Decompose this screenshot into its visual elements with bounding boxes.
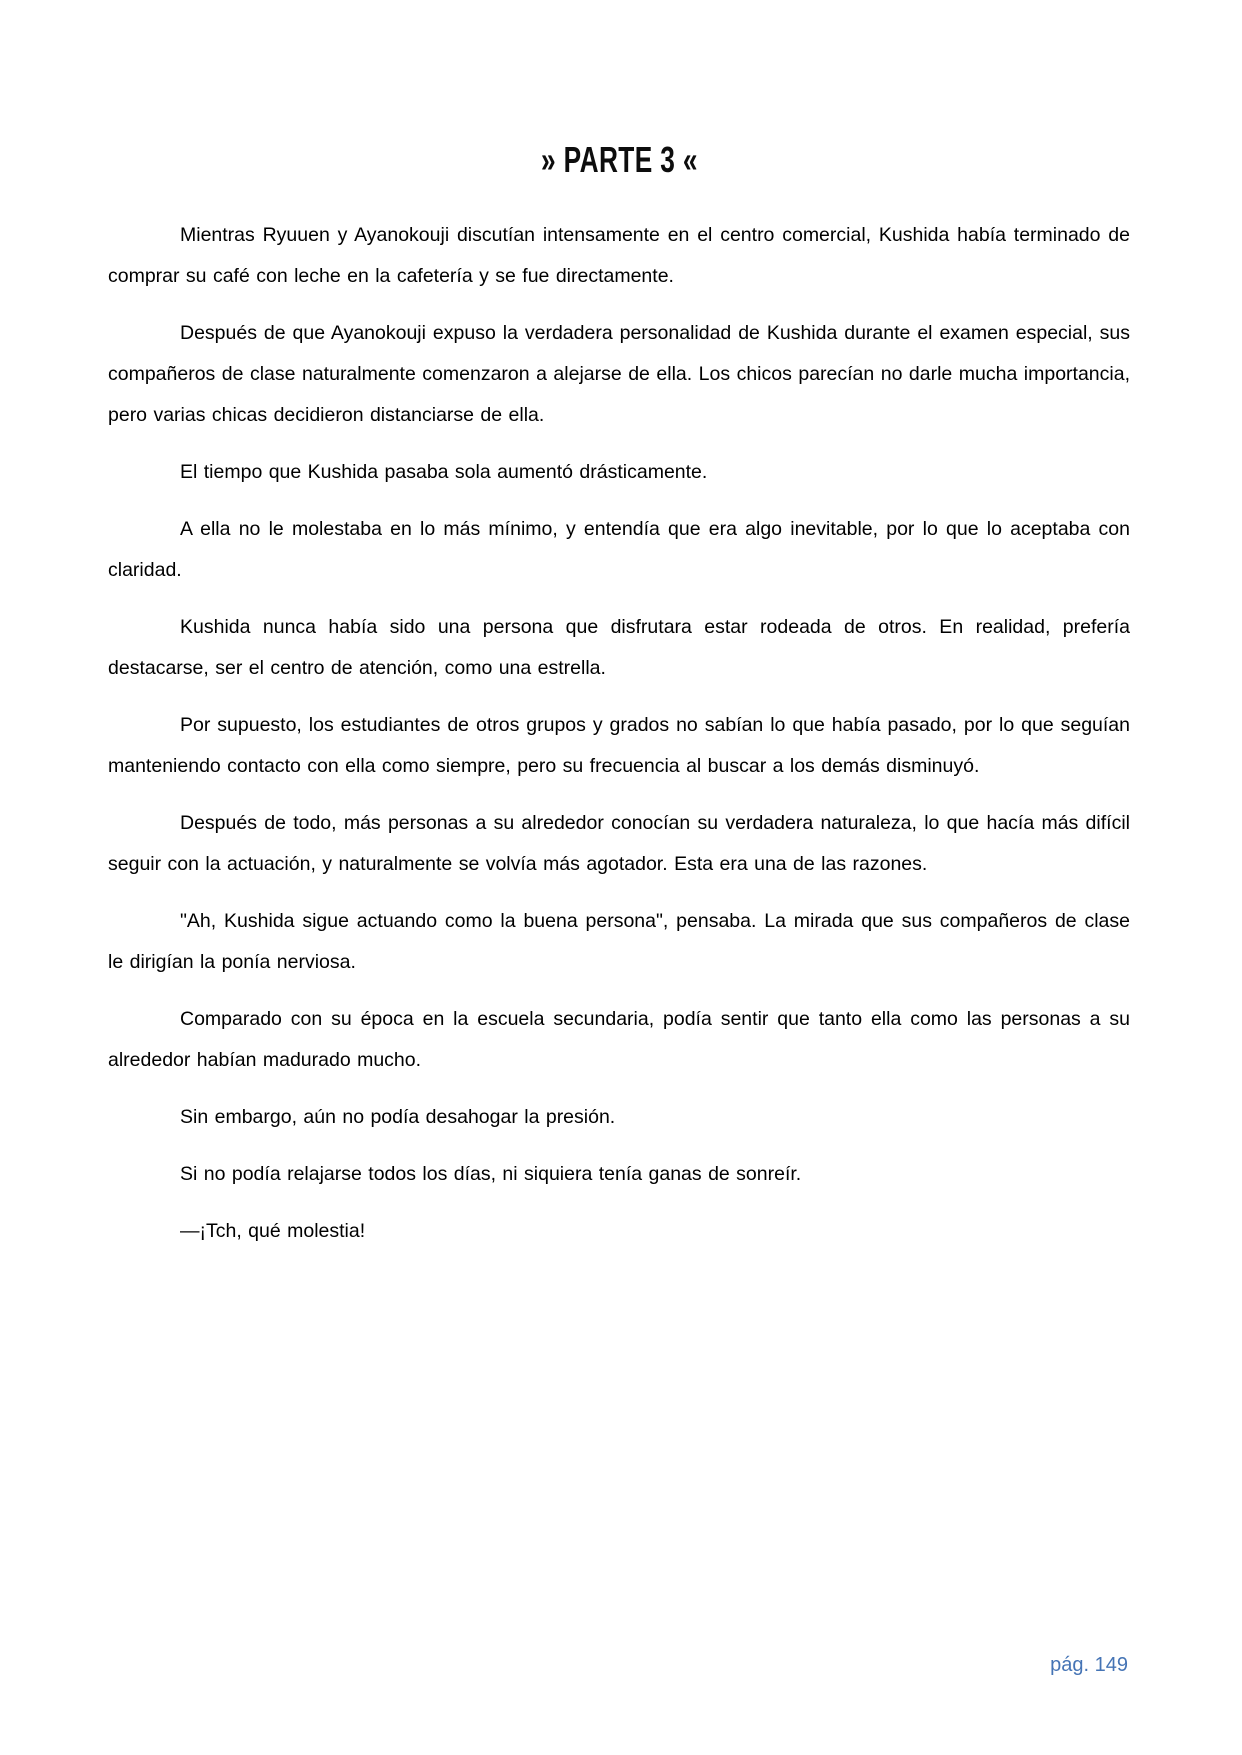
paragraph: El tiempo que Kushida pasaba sola aumentó drásticamente. [180,461,708,483]
paragraph: Por supuesto, los estudiantes de otros grupos y grados no sabían lo que había pasado, por lo que seguían manteniendo contacto con ella como siempre, pero su frecuencia al buscar a los demás disminuyó. [108,714,1130,777]
paragraph: Kushida nunca había sido una persona que disfrutara estar rodeada de otros. En realidad, prefería destacarse, ser el centro de atención, como una estrella. [108,616,1130,679]
section-heading-row [108,138,1130,182]
paragraph: Comparado con su época en la escuela secundaria, podía sentir que tanto ella como las personas a su alrededor habían madurado mucho. [108,1008,1130,1071]
paragraph: —¡Tch, qué molestia! [180,1220,366,1242]
page-number: pág. 149 [1050,1654,1128,1676]
paragraph: Después de que Ayanokouji expuso la verdadera personalidad de Kushida durante el examen especial, sus compañeros de clase naturalmente comenzaron a alejarse de ella. Los chicos parecían no darle mucha importancia, pero varias chicas decidieron distanciarse de ella. [108,322,1130,426]
paragraph: Si no podía relajarse todos los días, ni siquiera tenía ganas de sonreír. [180,1163,802,1185]
paragraph: "Ah, Kushida sigue actuando como la buena persona", pensaba. La mirada que sus compañeros de clase le dirigían la ponía nerviosa. [108,910,1130,973]
paragraph: Después de todo, más personas a su alrededor conocían su verdadera naturaleza, lo que hacía más difícil seguir con la actuación, y naturalmente se volvía más agotador. Esta era una de las razones. [108,812,1130,875]
paragraph: Mientras Ryuuen y Ayanokouji discutían intensamente en el centro comercial, Kushida había terminado de comprar su café con leche en la cafetería y se fue directamente. [108,224,1130,287]
paragraph: Sin embargo, aún no podía desahogar la presión. [180,1106,616,1128]
paragraphs [108,215,1130,1252]
page-footer [1050,1652,1128,1678]
section-title: » PARTE 3 « [540,139,698,180]
paragraph: A ella no le molestaba en lo más mínimo, y entendía que era algo inevitable, por lo que lo aceptaba con claridad. [108,518,1130,581]
